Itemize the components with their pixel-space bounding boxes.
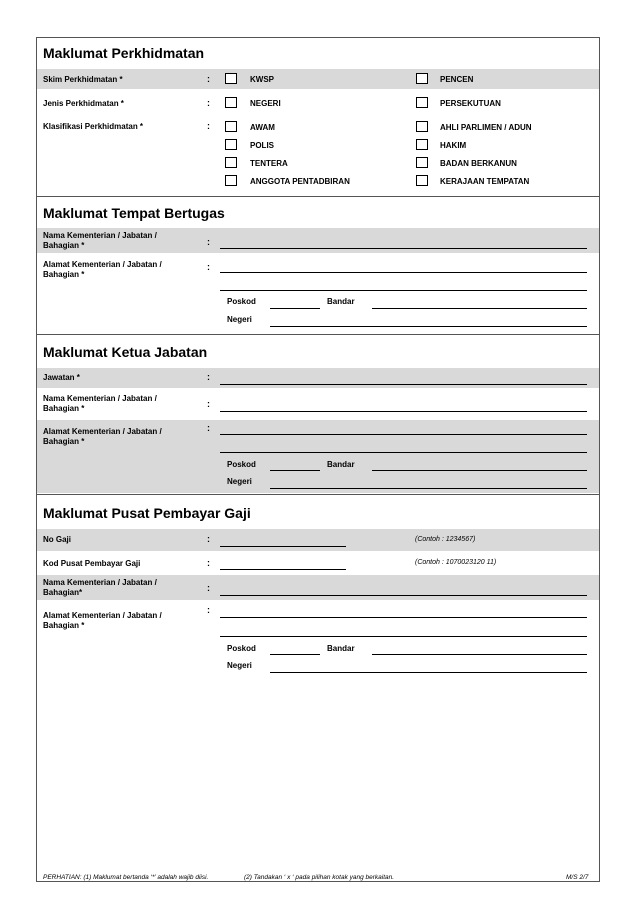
- colon: :: [207, 423, 210, 433]
- row-skim: [37, 69, 599, 89]
- colon: :: [207, 98, 210, 108]
- section-divider: [37, 494, 599, 495]
- option-badan-berkanun: BADAN BERKANUN: [440, 159, 517, 168]
- colon: :: [207, 237, 210, 247]
- klasifikasi-label: Klasifikasi Perkhidmatan *: [43, 122, 144, 131]
- ketua-nama-label: Nama Kementerian / Jabatan / Bahagian *: [43, 394, 157, 413]
- checkbox-pencen[interactable]: [416, 73, 428, 84]
- kod-pusat-label: Kod Pusat Pembayar Gaji: [43, 559, 141, 568]
- tempat-negeri-field[interactable]: [270, 326, 587, 327]
- skim-label: Skim Perkhidmatan *: [43, 75, 123, 84]
- section-title-tempat-bertugas: Maklumat Tempat Bertugas: [43, 205, 225, 221]
- colon: :: [207, 399, 210, 409]
- option-pencen: PENCEN: [440, 75, 474, 84]
- option-negeri: NEGERI: [250, 99, 281, 108]
- gaji-poskod-field[interactable]: [270, 654, 320, 655]
- gaji-bandar-field[interactable]: [372, 654, 587, 655]
- tempat-nama-label: Nama Kementerian / Jabatan / Bahagian *: [43, 231, 157, 250]
- jenis-label: Jenis Perkhidmatan *: [43, 99, 124, 108]
- checkbox-kwsp[interactable]: [225, 73, 237, 84]
- ketua-poskod-field[interactable]: [270, 470, 320, 471]
- checkbox-badan-berkanun[interactable]: [416, 157, 428, 168]
- row-ketua-jawatan: [37, 368, 599, 388]
- bandar-label: Bandar: [327, 460, 355, 469]
- row-no-gaji: [37, 529, 599, 551]
- section-divider: [37, 334, 599, 335]
- option-ahli-parlimen: AHLI PARLIMEN / ADUN: [440, 123, 532, 132]
- option-kwsp: KWSP: [250, 75, 274, 84]
- poskod-label: Poskod: [227, 460, 256, 469]
- colon: :: [207, 534, 210, 544]
- page-number: M/S 2/7: [566, 874, 589, 881]
- row-ketua-alamat: [37, 420, 599, 493]
- option-polis: POLIS: [250, 141, 275, 150]
- footer-note-1: PERHATIAN: (1) Maklumat bertanda ‘*’ adalah wajib diisi.: [43, 874, 209, 881]
- gaji-alamat-label: Alamat Kementerian / Jabatan / Bahagian *: [43, 611, 162, 630]
- ketua-bandar-field[interactable]: [372, 470, 587, 471]
- section-divider: [37, 196, 599, 197]
- option-awam: AWAM: [250, 123, 275, 132]
- bandar-label: Bandar: [327, 644, 355, 653]
- colon: :: [207, 262, 210, 272]
- negeri-label: Negeri: [227, 315, 252, 324]
- option-tentera: TENTERA: [250, 159, 288, 168]
- kod-pusat-example: (Contoh : 1070023120 11): [415, 559, 497, 566]
- ketua-nama-field[interactable]: [220, 411, 587, 412]
- colon: :: [207, 372, 210, 382]
- checkbox-hakim[interactable]: [416, 139, 428, 150]
- gaji-nama-label: Nama Kementerian / Jabatan / Bahagian*: [43, 578, 157, 597]
- row-tempat-alamat: [37, 257, 599, 332]
- gaji-alamat-line-1[interactable]: [220, 617, 587, 618]
- ketua-jawatan-label: Jawatan *: [43, 373, 80, 382]
- gaji-negeri-field[interactable]: [270, 672, 587, 673]
- no-gaji-example: (Contoh : 1234567): [415, 536, 476, 543]
- checkbox-anggota-pentadbiran[interactable]: [225, 175, 237, 186]
- gaji-alamat-line-2[interactable]: [220, 636, 587, 637]
- tempat-alamat-label: Alamat Kementerian / Jabatan / Bahagian *: [43, 260, 162, 279]
- checkbox-kerajaan-tempatan[interactable]: [416, 175, 428, 186]
- negeri-label: Negeri: [227, 477, 252, 486]
- row-jenis: [37, 94, 599, 114]
- poskod-label: Poskod: [227, 644, 256, 653]
- tempat-poskod-field[interactable]: [270, 308, 320, 309]
- row-kod-pusat: [37, 554, 599, 574]
- ketua-jawatan-field[interactable]: [220, 384, 587, 385]
- option-anggota-pentadbiran: ANGGOTA PENTADBIRAN: [250, 177, 350, 186]
- tempat-bandar-field[interactable]: [372, 308, 587, 309]
- colon: :: [207, 583, 210, 593]
- row-gaji-nama: [37, 575, 599, 600]
- colon: :: [207, 74, 210, 84]
- poskod-label: Poskod: [227, 297, 256, 306]
- checkbox-ahli-parlimen[interactable]: [416, 121, 428, 132]
- ketua-negeri-field[interactable]: [270, 488, 587, 489]
- section-title-perkhidmatan: Maklumat Perkhidmatan: [43, 45, 205, 61]
- colon: :: [207, 558, 210, 568]
- section-title-ketua-jabatan: Maklumat Ketua Jabatan: [43, 344, 208, 360]
- footer-note-2: (2) Tandakan ‘ x ‘ pada pilihan kotak yang berkaitan.: [244, 874, 395, 881]
- option-hakim: HAKIM: [440, 141, 467, 150]
- row-gaji-alamat: [37, 603, 599, 678]
- gaji-nama-field[interactable]: [220, 595, 587, 596]
- ketua-alamat-line-1[interactable]: [220, 434, 587, 435]
- tempat-nama-field[interactable]: [220, 248, 587, 249]
- row-tempat-nama: [37, 228, 599, 253]
- section-title-pusat-pembayar-gaji: Maklumat Pusat Pembayar Gaji: [43, 505, 251, 521]
- option-persekutuan: PERSEKUTUAN: [440, 99, 501, 108]
- tempat-alamat-line-2[interactable]: [220, 290, 587, 291]
- option-kerajaan-tempatan: KERAJAAN TEMPATAN: [440, 177, 530, 186]
- negeri-label: Negeri: [227, 661, 252, 670]
- bandar-label: Bandar: [327, 297, 355, 306]
- colon: :: [207, 605, 210, 615]
- checkbox-negeri[interactable]: [225, 97, 237, 108]
- colon: :: [207, 121, 210, 131]
- checkbox-polis[interactable]: [225, 139, 237, 150]
- checkbox-persekutuan[interactable]: [416, 97, 428, 108]
- ketua-alamat-label: Alamat Kementerian / Jabatan / Bahagian *: [43, 427, 162, 446]
- tempat-alamat-line-1[interactable]: [220, 272, 587, 273]
- no-gaji-field[interactable]: [220, 546, 346, 547]
- kod-pusat-field[interactable]: [220, 569, 346, 570]
- row-ketua-nama: [37, 391, 599, 418]
- checkbox-tentera[interactable]: [225, 157, 237, 168]
- checkbox-awam[interactable]: [225, 121, 237, 132]
- row-klasifikasi: [37, 118, 599, 194]
- ketua-alamat-line-2[interactable]: [220, 452, 587, 453]
- no-gaji-label: No Gaji: [43, 535, 72, 544]
